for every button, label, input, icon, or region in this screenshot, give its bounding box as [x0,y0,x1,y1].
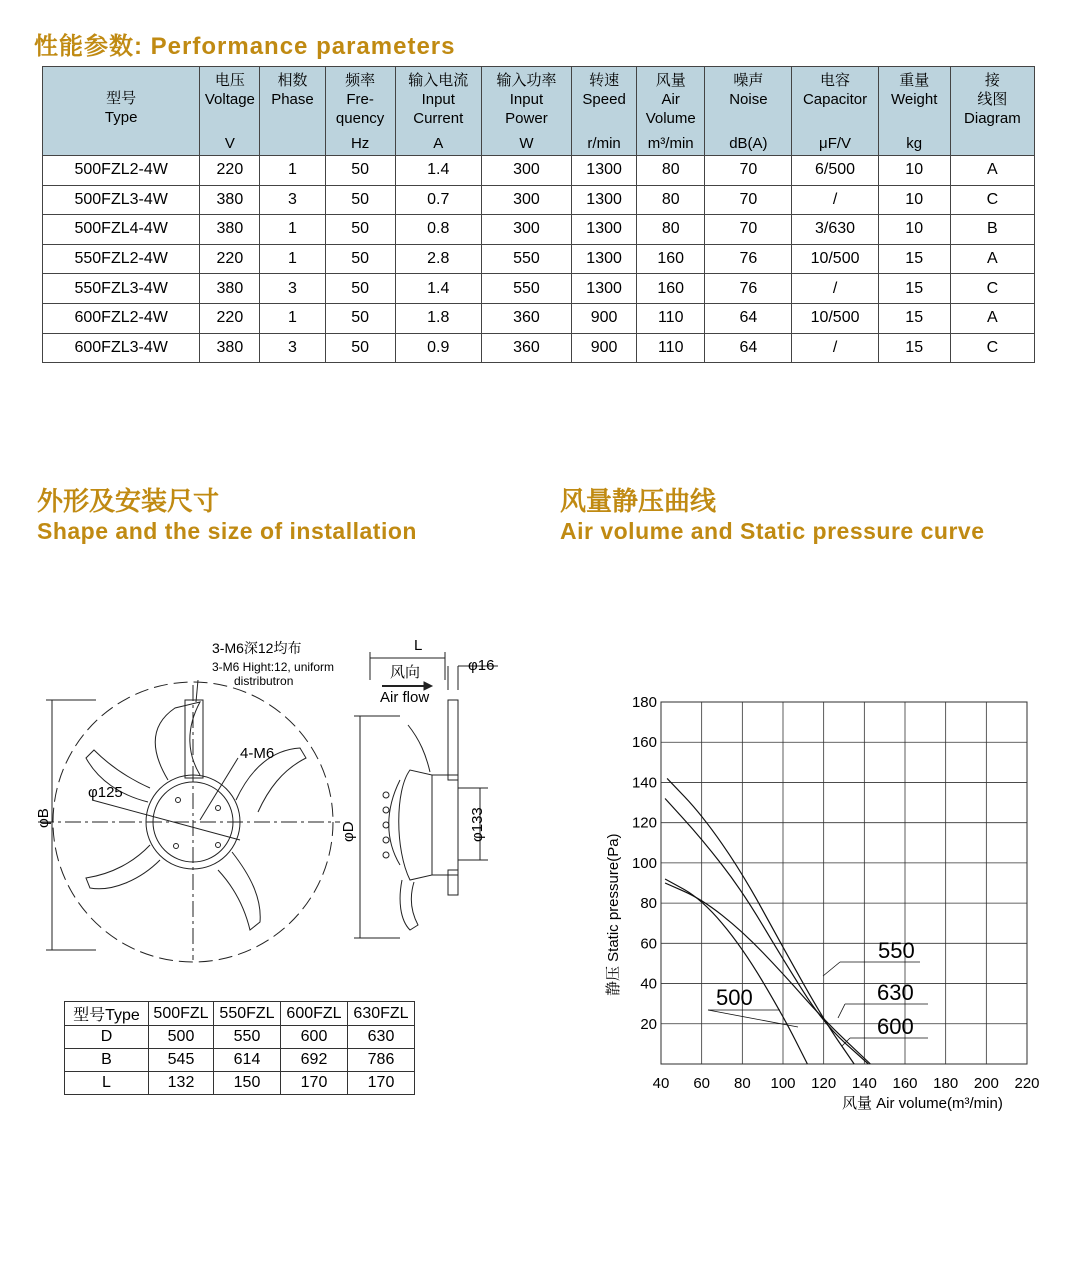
header-en: Voltage [204,91,255,108]
y-tick-label: 120 [631,814,657,832]
table-cell: 1 [260,215,325,245]
table-cell: C [950,333,1034,363]
table-cell: 15 [878,333,950,363]
chart-y-label: 静压 Static pressure(Pa) [605,833,622,996]
table-cell: 15 [878,244,950,274]
header-unit: V [224,135,235,152]
curve-600 [665,883,870,1064]
table-cell: 1300 [572,215,637,245]
table-cell: / [792,333,878,363]
header-cell [950,67,1034,156]
header-cn: 接 线图 [977,72,1008,108]
shape-title-en: Shape and the size of installation [37,518,417,544]
table-row [43,303,1035,333]
y-tick-label: 60 [640,935,657,953]
dim-header-cell: 600FZL [281,1002,348,1026]
dim-cell: 692 [281,1049,348,1072]
fan-blades [86,702,306,930]
table-cell: 550 [481,244,571,274]
table-cell: 3/630 [792,215,878,245]
label-mount-cn: 3-M6深12均布 [212,640,302,656]
table-cell: 6/500 [792,156,878,186]
header-cn: 风量 [655,72,686,89]
table-cell: 1300 [572,156,637,186]
x-tick-label: 220 [1014,1075,1040,1092]
table-row [43,156,1035,186]
table-cell: 64 [705,303,792,333]
label-dia125: φ125 [88,784,123,801]
header-en: Input Power [505,91,548,127]
dim-cell: D [65,1026,149,1049]
table-cell: 70 [705,215,792,245]
y-tick-label: 80 [640,895,657,913]
table-cell: 110 [637,333,705,363]
header-cn: 型号 [106,90,137,107]
curve-label-leader [823,962,840,976]
header-cn: 相数 [277,72,308,89]
header-en: Phase [271,91,314,108]
dim-cell: 150 [214,1072,281,1095]
table-cell: 50 [325,274,395,304]
table-cell: 50 [325,333,395,363]
table-cell: 380 [200,185,260,215]
table-cell: 1.4 [395,274,481,304]
table-cell: 10/500 [792,244,878,274]
y-tick-label: 100 [631,854,657,872]
table-cell: 2.8 [395,244,481,274]
dim-cell: B [65,1049,149,1072]
fan-drawing [0,630,520,990]
side-bolt-holes [383,792,389,858]
table-cell: 300 [481,185,571,215]
dim-cell: L [65,1072,149,1095]
table-row [43,333,1035,363]
dim-cell: 614 [214,1049,281,1072]
dim-header-cell: 630FZL [348,1002,415,1026]
table-cell: 1300 [572,274,637,304]
table-cell: 80 [637,156,705,186]
x-tick-label: 140 [851,1075,877,1092]
header-cn: 输入电流 [408,72,469,89]
table-cell: 10 [878,185,950,215]
table-cell: 1 [260,156,325,186]
header-cell [260,67,325,156]
table-cell: 76 [705,274,792,304]
table-cell: C [950,274,1034,304]
x-tick-label: 160 [892,1075,918,1092]
y-tick-label: 40 [640,975,657,993]
table-cell: 50 [325,185,395,215]
table-cell: 10 [878,215,950,245]
table-row [43,244,1035,274]
y-tick-label: 140 [631,774,657,792]
dim-cell: 786 [348,1049,415,1072]
curve-label-550: 550 [878,938,915,963]
header-unit: r/min [587,135,621,152]
y-tick-label: 160 [631,734,657,752]
header-cell [637,67,705,156]
header-unit: kg [906,135,923,152]
table-cell: 1 [260,303,325,333]
shape-title [37,486,417,546]
table-cell: 3 [260,185,325,215]
table-cell: 220 [200,303,260,333]
dim-cell: 170 [281,1072,348,1095]
curve-label-leader [838,1004,845,1018]
label-flow-en: Air flow [380,689,430,706]
header-cell [395,67,481,156]
header-en: Input Current [413,91,464,127]
table-cell: 1300 [572,185,637,215]
table-cell: C [950,185,1034,215]
header-cell [43,67,200,156]
table-cell: 70 [705,185,792,215]
header-cell [572,67,637,156]
header-unit: m³/min [647,135,694,152]
label-flow-cn: 风向 [390,664,421,681]
header-cn: 输入功率 [496,72,557,89]
chart-curve-labels [708,938,928,1046]
label-dia16: φ16 [468,657,495,674]
label-mount-en-1: 3-M6 Hight:12, uniform [212,660,335,674]
table-cell: 3 [260,333,325,363]
curve-title-en: Air volume and Static pressure curve [560,518,985,544]
table-cell: 15 [878,274,950,304]
dim-row [65,1072,415,1095]
table-cell: 300 [481,156,571,186]
table-cell: 1.8 [395,303,481,333]
table-cell: 220 [200,244,260,274]
x-tick-label: 80 [733,1075,751,1092]
table-cell: / [792,274,878,304]
dim-cell: 550 [214,1026,281,1049]
x-tick-label: 200 [973,1075,999,1092]
header-cn: 重量 [899,72,930,89]
table-cell: 1 [260,244,325,274]
table-cell: 600FZL3-4W [43,333,200,363]
dim-row [65,1049,415,1072]
table-row [43,185,1035,215]
performance-title [34,26,455,61]
table-cell: 380 [200,333,260,363]
table-cell: 76 [705,244,792,274]
table-cell: 300 [481,215,571,245]
dim-cell: 132 [149,1072,214,1095]
table-row [43,215,1035,245]
table-cell: / [792,185,878,215]
table-cell: 50 [325,244,395,274]
table-cell: 15 [878,303,950,333]
label-dia133: φ133 [469,807,486,842]
header-unit: A [433,135,444,152]
table-cell: 70 [705,156,792,186]
table-cell: 50 [325,303,395,333]
header-unit: dB(A) [729,135,768,152]
header-cn: 噪声 [733,72,764,89]
shape-title-cn: 外形及安装尺寸 [37,486,220,516]
y-tick-label: 180 [631,694,657,711]
table-cell: B [950,215,1034,245]
label-dia-b: φB [35,808,52,828]
table-cell: 0.9 [395,333,481,363]
dim-cell: 170 [348,1072,415,1095]
table-cell: 0.8 [395,215,481,245]
table-cell: 900 [572,303,637,333]
table-cell: 900 [572,333,637,363]
curve-label-600: 600 [877,1014,914,1039]
table-cell: 500FZL4-4W [43,215,200,245]
performance-body [43,156,1035,363]
chart-ticks [632,694,1040,1092]
table-cell: 1.4 [395,156,481,186]
table-cell: A [950,156,1034,186]
table-row [43,274,1035,304]
header-cell [200,67,260,156]
table-cell: 500FZL2-4W [43,156,200,186]
header-cell [325,67,395,156]
table-cell: 110 [637,303,705,333]
chart-x-label: 风量 Air volume(m³/min) [842,1095,1003,1112]
x-tick-label: 60 [693,1075,711,1092]
x-tick-label: 40 [652,1075,670,1092]
dim-cell: 600 [281,1026,348,1049]
pressure-curve-chart [580,680,1060,1140]
dim-header-cell: 型号Type [65,1002,149,1026]
dimension-header-row [65,1002,415,1026]
dimension-body [65,1026,415,1095]
table-cell: 600FZL2-4W [43,303,200,333]
table-cell: 360 [481,333,571,363]
header-cn: 转速 [589,72,620,89]
header-en: Noise [729,91,768,108]
header-unit: μF/V [819,135,852,152]
curve-title [560,486,985,546]
label-dia-d: φD [340,821,357,842]
curve-title-cn: 风量静压曲线 [560,486,717,516]
dim-header-cell: 550FZL [214,1002,281,1026]
label-len: L [414,637,423,654]
y-tick-label: 20 [640,1015,657,1033]
header-cell [481,67,571,156]
table-cell: 160 [637,274,705,304]
performance-title-cn: 性能参数: [34,33,143,60]
label-mount-en-2: distributron [234,674,294,688]
table-cell: 380 [200,274,260,304]
table-cell: 80 [637,215,705,245]
table-cell: 220 [200,156,260,186]
header-en: Fre- quency [335,91,385,127]
curve-630 [665,799,868,1064]
curve-label-500: 500 [716,985,753,1010]
table-cell: 10/500 [792,303,878,333]
table-cell: 0.7 [395,185,481,215]
table-cell: 80 [637,185,705,215]
table-cell: 500FZL3-4W [43,185,200,215]
header-cell [878,67,950,156]
dim-cell: 630 [348,1026,415,1049]
table-cell: 50 [325,215,395,245]
header-cn: 频率 [345,72,376,89]
header-en: Capacitor [802,91,868,108]
header-en: Speed [582,91,626,108]
x-tick-label: 100 [770,1075,796,1092]
dim-header-cell: 500FZL [149,1002,214,1026]
dim-cell: 545 [149,1049,214,1072]
dimension-table [64,1001,415,1095]
header-cn: 电容 [820,72,851,89]
header-cell [705,67,792,156]
table-cell: 360 [481,303,571,333]
header-cn: 电压 [214,72,245,89]
table-cell: 550 [481,274,571,304]
table-cell: A [950,244,1034,274]
table-cell: 10 [878,156,950,186]
label-screw: 4-M6 [240,745,275,762]
table-cell: A [950,303,1034,333]
header-en: Air Volume [645,91,696,127]
header-en: Diagram [964,110,1021,127]
table-cell: 1300 [572,244,637,274]
header-unit: W [519,135,534,152]
dim-cell: 500 [149,1026,214,1049]
header-en: Weight [890,91,938,108]
header-en: Type [104,109,138,126]
table-cell: 64 [705,333,792,363]
x-tick-label: 120 [811,1075,837,1092]
table-cell: 160 [637,244,705,274]
curve-500 [665,879,807,1064]
table-cell: 3 [260,274,325,304]
header-unit: Hz [350,135,370,152]
header-cell [792,67,878,156]
performance-table [42,66,1035,363]
performance-title-en: Performance parameters [150,33,456,60]
table-cell: 380 [200,215,260,245]
x-tick-label: 180 [933,1075,959,1092]
table-cell: 50 [325,156,395,186]
curve-label-630: 630 [877,980,914,1005]
performance-header-row [43,67,1035,156]
table-cell: 550FZL3-4W [43,274,200,304]
table-cell: 550FZL2-4W [43,244,200,274]
dim-row [65,1026,415,1049]
